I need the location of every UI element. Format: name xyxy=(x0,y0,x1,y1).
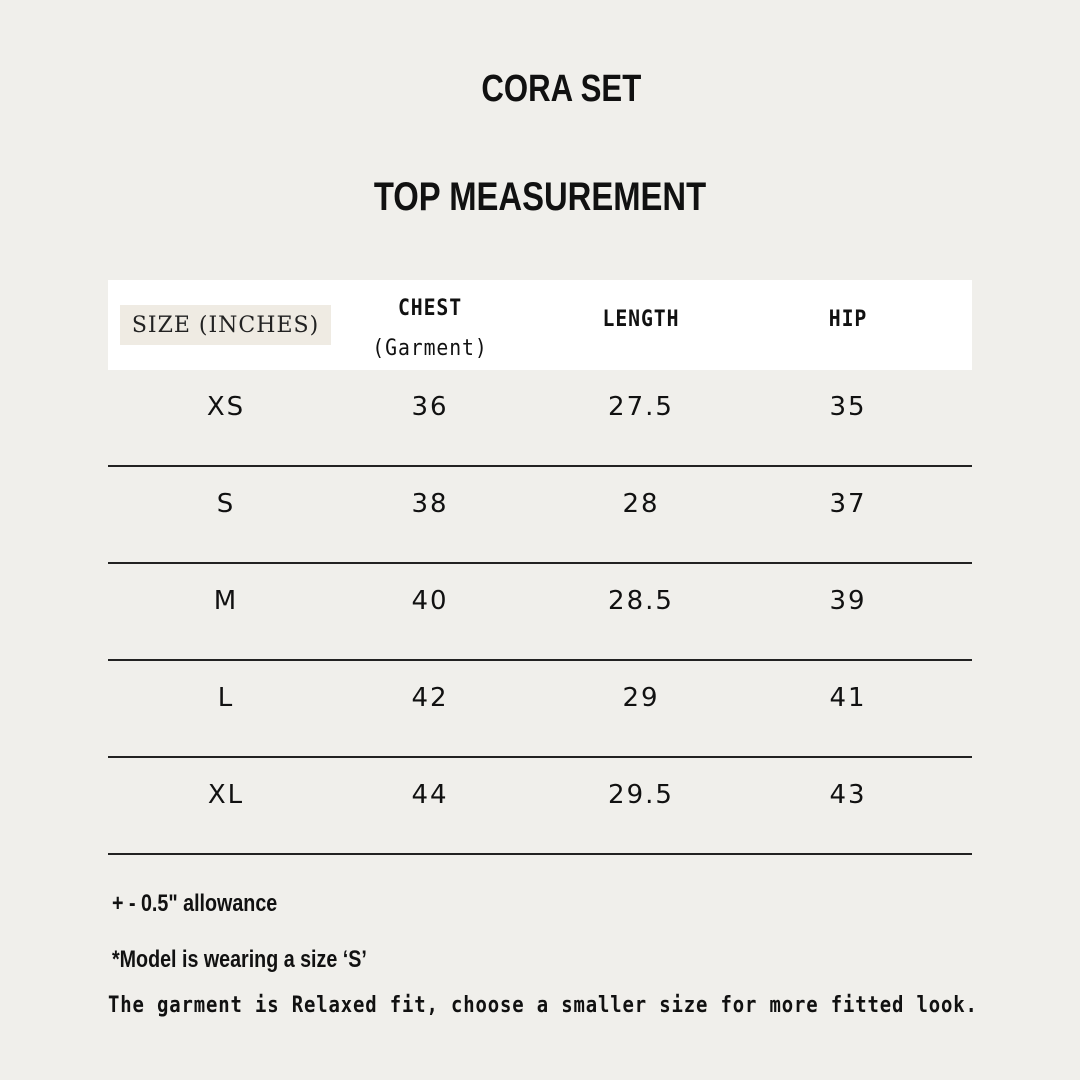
chest-cell: 42 xyxy=(411,683,449,713)
size-cell: M xyxy=(213,586,239,616)
length-cell: 28 xyxy=(622,489,660,519)
size-chart-table xyxy=(108,280,972,855)
chest-cell: 36 xyxy=(411,392,449,422)
allowance-note: + - 0.5" allowance xyxy=(112,890,278,917)
table-row xyxy=(108,370,972,467)
hip-header: HIP xyxy=(828,307,868,332)
section-title: TOP MEASUREMENT xyxy=(373,175,707,219)
table-header xyxy=(108,280,972,370)
table-row xyxy=(108,467,972,564)
model-size-note: *Model is wearing a size ‘S’ xyxy=(112,946,367,973)
hip-cell: 37 xyxy=(829,489,867,519)
page-title: CORA SET xyxy=(481,68,642,110)
length-cell: 28.5 xyxy=(608,586,674,616)
chest-cell: 38 xyxy=(411,489,449,519)
fit-note: The garment is Relaxed fit, choose a smaller size for more fitted look. xyxy=(108,993,978,1018)
size-cell: S xyxy=(216,489,236,519)
hip-cell: 35 xyxy=(829,392,867,422)
chest-cell: 40 xyxy=(411,586,449,616)
table-row xyxy=(108,564,972,661)
hip-cell: 43 xyxy=(829,780,867,810)
size-cell: XL xyxy=(207,780,245,810)
length-cell: 29.5 xyxy=(608,780,674,810)
table-row xyxy=(108,661,972,758)
size-cell: L xyxy=(217,683,235,713)
chest-header xyxy=(340,289,520,369)
chest-header-sub: (Garment) xyxy=(372,336,488,361)
length-cell: 29 xyxy=(622,683,660,713)
size-header: SIZE (INCHES) xyxy=(120,305,331,345)
hip-cell: 41 xyxy=(829,683,867,713)
hip-cell: 39 xyxy=(829,586,867,616)
size-cell: XS xyxy=(206,392,246,422)
length-header: LENGTH xyxy=(602,307,680,332)
table-row xyxy=(108,758,972,855)
chest-header-label: CHEST xyxy=(397,296,463,321)
chest-cell: 44 xyxy=(411,780,449,810)
length-cell: 27.5 xyxy=(608,392,674,422)
